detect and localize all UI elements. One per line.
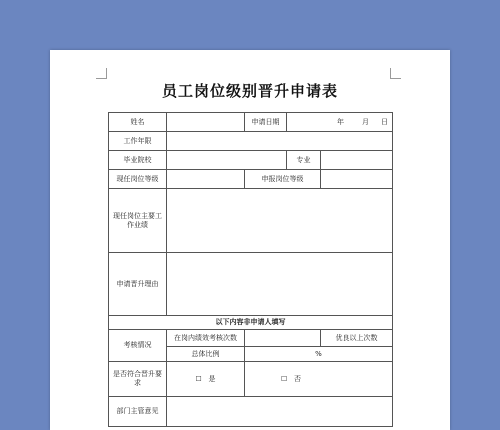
table-row	[109, 253, 393, 316]
kpi-count-label: 在岗内绩效考核次数	[167, 330, 245, 347]
apply-date-field[interactable]	[287, 113, 393, 132]
yes-checkbox[interactable]: ☐	[195, 374, 202, 383]
current-duties-field[interactable]	[167, 189, 393, 253]
table-row	[109, 151, 393, 170]
table-row	[109, 397, 393, 427]
table-row	[109, 316, 393, 330]
major-field[interactable]	[321, 151, 393, 170]
manager-opinion-label: 部门主管意见	[109, 397, 167, 427]
applied-level-label: 申报岗位等级	[245, 170, 321, 189]
apply-date-label: 申请日期	[245, 113, 287, 132]
manager-opinion-field[interactable]	[167, 397, 393, 427]
reason-field[interactable]	[167, 253, 393, 316]
table-row	[109, 189, 393, 253]
non-applicant-note: 以下内容非申请人填写	[109, 316, 393, 330]
no-option[interactable]	[245, 362, 393, 397]
table-row	[109, 170, 393, 189]
date-year: 年	[337, 117, 344, 126]
work-years-label: 工作年限	[109, 132, 167, 151]
current-level-label: 现任岗位等级	[109, 170, 167, 189]
name-label: 姓名	[109, 113, 167, 132]
overall-ratio-label: 总体比例	[167, 347, 245, 362]
work-years-field[interactable]	[167, 132, 393, 151]
date-month: 月	[362, 117, 369, 126]
form-page	[50, 50, 450, 430]
assessment-label: 考核情况	[109, 330, 167, 362]
crop-mark-top-left	[96, 68, 107, 79]
major-label: 专业	[287, 151, 321, 170]
yes-option[interactable]	[167, 362, 245, 397]
no-label: 否	[293, 374, 301, 383]
table-row	[109, 132, 393, 151]
kpi-count-field[interactable]	[245, 330, 321, 347]
date-day: 日	[381, 117, 388, 126]
table-row	[109, 113, 393, 132]
form-title: 员工岗位级别晋升申请表	[161, 82, 338, 100]
applied-level-field[interactable]	[321, 170, 393, 189]
reason-label: 申请晋升理由	[109, 253, 167, 316]
current-duties-label: 现任岗位主要工作业绩	[109, 189, 167, 253]
current-level-field[interactable]	[167, 170, 245, 189]
excellent-count-label: 优良以上次数	[321, 330, 393, 347]
school-field[interactable]	[167, 151, 287, 170]
overall-ratio-field[interactable]: %	[245, 347, 393, 362]
name-field[interactable]	[167, 113, 245, 132]
promotion-form-table	[108, 112, 393, 427]
table-row	[109, 362, 393, 397]
school-label: 毕业院校	[109, 151, 167, 170]
table-row	[109, 330, 393, 347]
qualified-label: 是否符合晋升要求	[109, 362, 167, 397]
yes-label: 是	[208, 374, 216, 383]
crop-mark-top-right	[390, 68, 401, 79]
no-checkbox[interactable]: ☐	[281, 374, 288, 383]
